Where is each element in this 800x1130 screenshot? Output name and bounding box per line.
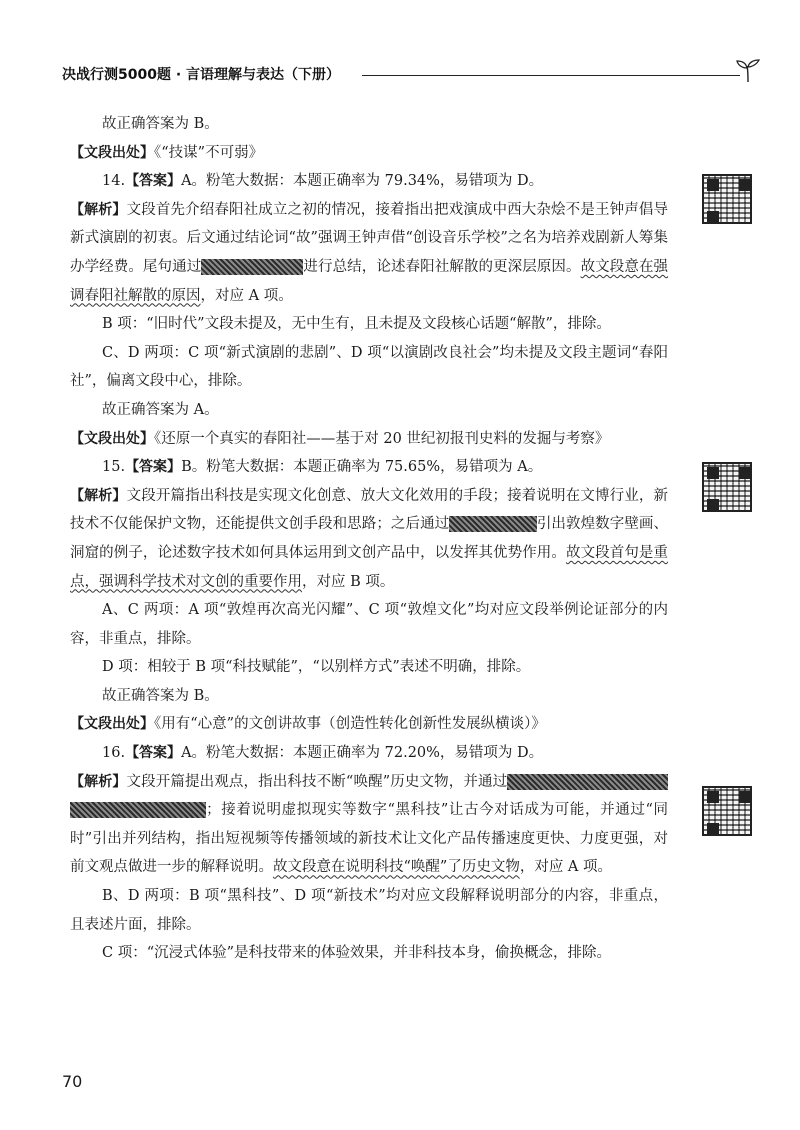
key-sentence: 故文段意在说明科技“唤醒”了历史文物 (273, 859, 520, 876)
question-14-analysis: 【解析】文段首先介绍春阳社成立之初的情况，接着指出把戏演成中西大杂烩不是王钟声倡导新式演剧的初衷。后文通过结论词“故”强调王钟声借“创设音乐学校”之名为培养戏剧新人筹集办学经费。尾句通过 进行总结，论述春阳社解散的更深层原因。故文段意在强调春阳社解散的原因，对应 A 项。 (70, 201, 669, 304)
qr-code-icon[interactable] (702, 786, 752, 836)
source-line: 【文段出处】《“技谋”不可弱》 (70, 144, 264, 161)
option-analysis: C、D 两项：C 项“新式演剧的悲剧”、D 项“以演剧改良社会”均未提及文段主题词“春阳社”，偏离文段中心，排除。 (70, 344, 668, 390)
highlight-marker (449, 516, 537, 532)
answer-conclusion: 故正确答案为 B。 (102, 687, 219, 704)
question-16-answer: 16.【答案】A。粉笔大数据：本题正确率为 72.20%，易错项为 D。 (102, 745, 544, 762)
key-sentence: 故文段意在强调春阳社解散的原因 (70, 258, 669, 304)
question-14-answer: 14.【答案】A。粉笔大数据：本题正确率为 79.34%，易错项为 D。 (102, 173, 544, 190)
highlight-marker (201, 259, 303, 275)
question-16-analysis: 【解析】文段开篇提出观点，指出科技不断“唤醒”历史文物，并通过；接着说明虚拟现实等数字“黑科技”让古今对话成为可能，并通过“同时”引出并列结构，指出短视频等传播领域的新技术让文化产品传播速度更快、力度更强，对前文观点做进一步的解释说明。故文段意在说明科技“唤醒”了历史文物，对应 A 项。 (70, 773, 668, 876)
option-analysis: B、D 两项：B 项“黑科技”、D 项“新技术”均对应文段解释说明部分的内容，非重点，且表述片面，排除。 (70, 888, 668, 933)
page-content (70, 110, 668, 968)
book-title: 决战行测5000题 · 言语理解与表达（下册） (62, 67, 341, 83)
source-line: 【文段出处】《还原一个真实的春阳社——基于对 20 世纪初报刊史料的发掘与考察》 (70, 430, 610, 447)
sprout-icon (734, 58, 762, 84)
option-analysis: D 项：相较于 B 项“科技赋能”，“以别样方式”表述不明确，排除。 (102, 659, 531, 676)
qr-code-icon[interactable] (702, 462, 752, 512)
qr-code-icon[interactable] (702, 174, 752, 224)
option-analysis: A、C 两项：A 项“敦煌再次高光闪耀”、C 项“敦煌文化”均对应文段举例论证部分的内容，非重点，排除。 (70, 602, 668, 647)
answer-conclusion: 故正确答案为 B。 (102, 116, 219, 132)
header-rule (362, 75, 740, 76)
answer-conclusion: 故正确答案为 A。 (102, 401, 219, 418)
running-header (62, 64, 762, 88)
source-line: 【文段出处】《用有“心意”的文创讲故事（创造性转化创新性发展纵横谈）》 (70, 716, 546, 733)
key-sentence: 故文段首句是重点，强调科学技术对文创的重要作用 (70, 544, 669, 590)
question-15-answer: 15.【答案】B。粉笔大数据：本题正确率为 75.65%，易错项为 A。 (102, 459, 543, 476)
option-analysis: B 项：“旧时代”文段未提及，无中生有，且未提及文段核心话题“解散”，排除。 (102, 316, 611, 333)
page-number: 70 (62, 1072, 83, 1091)
option-analysis: C 项：“沉浸式体验”是科技带来的体验效果，并非科技本身，偷换概念，排除。 (102, 945, 612, 962)
question-15-analysis: 【解析】文段开篇指出科技是实现文化创意、放大文化效用的手段；接着说明在文博行业，新技术不仅能保护文物，还能提供文创手段和思路；之后通过 引出敦煌数字壁画、洞窟的例子，论述数字技术如何具体运用到文创产品中，以发挥其优势作用。故文段首句是重点，强调科学技术对文创的重要作用，对应 B 项。 (70, 487, 669, 590)
